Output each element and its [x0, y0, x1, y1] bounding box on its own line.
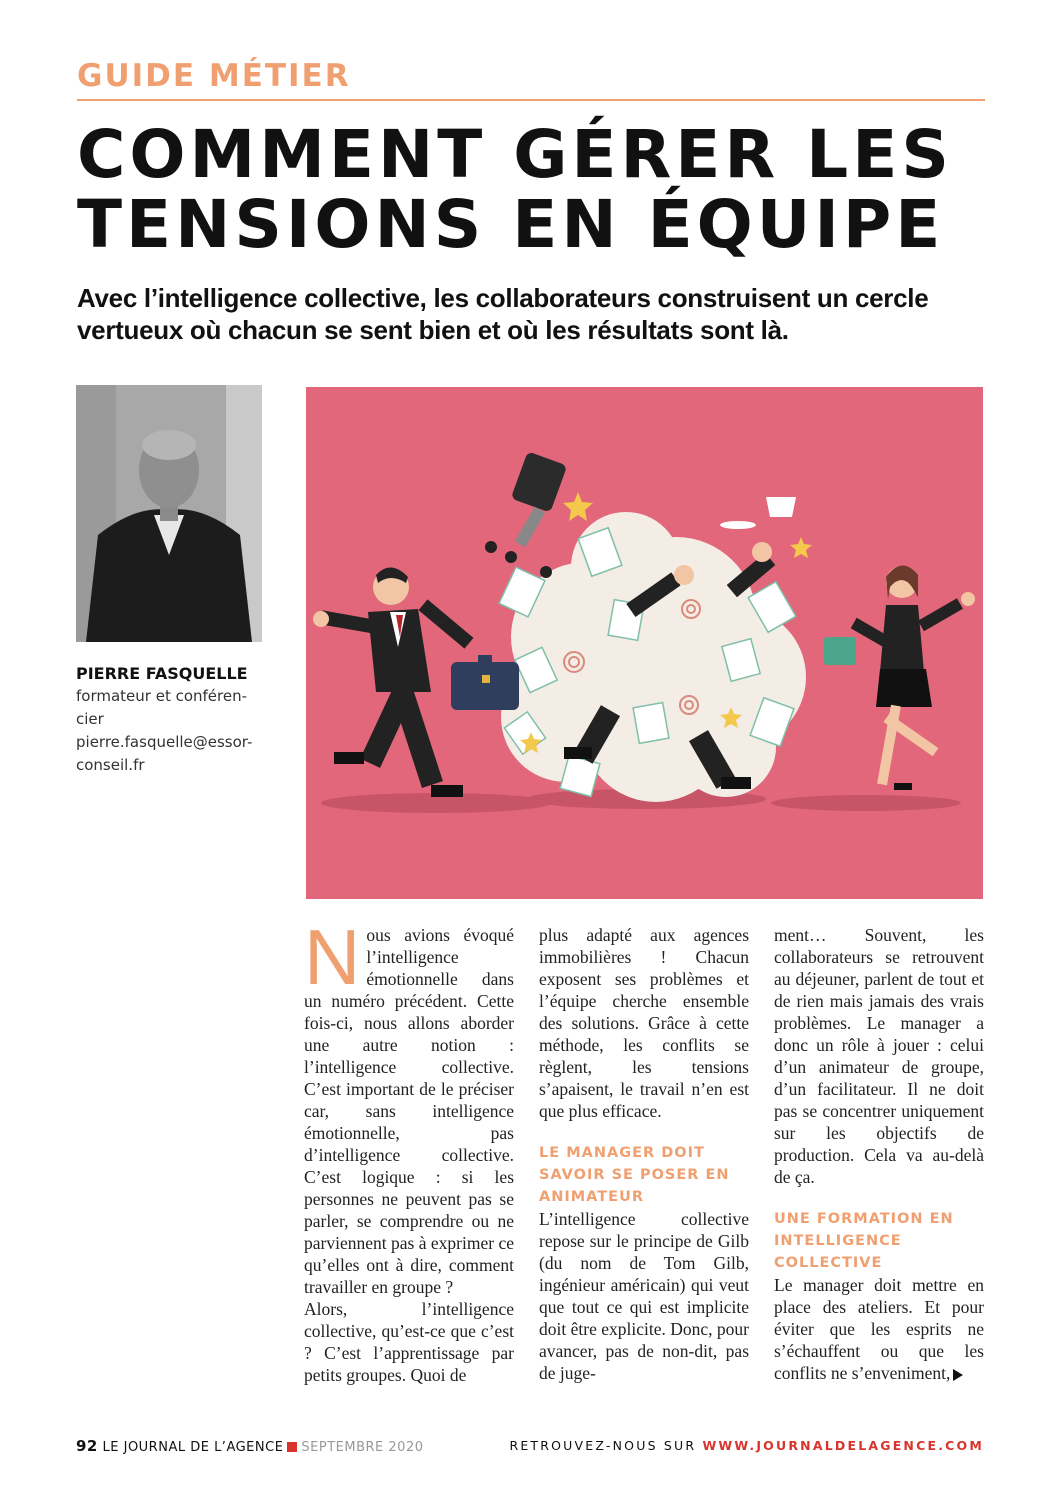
shadow	[771, 795, 961, 811]
rubric-divider	[77, 99, 985, 101]
dropcap: N	[304, 913, 361, 1001]
conflict-illustration	[306, 387, 983, 899]
issue-date: SEPTEMBRE 2020	[301, 1440, 424, 1455]
author-photo	[76, 385, 262, 642]
author-name: PIERRE FASQUELLE	[76, 664, 248, 683]
headline-line-2: TENSIONS EN ÉQUIPE	[77, 186, 945, 263]
article-column-3	[774, 924, 984, 1384]
article-paragraph: L’intelligence collective repose sur le principe de Gilb (du nom de Tom Gilb, ingénieur américain) qui veut que tout ce qui est implicite doit être explicite. Donc, pour avancer, pas de non-dit, pas de juge-	[539, 1209, 749, 1383]
magazine-name: LE JOURNAL DE L’AGENCE	[102, 1440, 284, 1455]
square-bullet-icon	[287, 1442, 297, 1452]
headline-line-1: COMMENT GÉRER LES	[77, 116, 953, 193]
article-paragraph: Alors, l’intelligence collective, qu’est-ce que c’est ? C’est l’apprentissage par petits groupes. Quoi de	[304, 1299, 514, 1385]
page-footer-left	[76, 1437, 423, 1455]
article-paragraph: ment… Souvent, les collaborateurs se retrouvent au déjeuner, parlent de tout et de rien mais jamais des vrais problèmes. Le manager a donc un rôle à jouer : celui d’un animateur de groupe, d’un facilitateur. Il ne doit pas se concentrer uniquement sur les objectifs de production. Cela va au-delà de ça.	[774, 925, 984, 1187]
author-line: formateur et conféren-	[76, 687, 248, 705]
page-footer-right	[509, 1438, 984, 1453]
article-column-1	[304, 913, 514, 1386]
author-portrait-illustration	[76, 385, 262, 642]
team-conflict-artwork	[306, 387, 983, 899]
website-link[interactable]: WWW.JOURNALDELAGENCE.COM	[702, 1438, 984, 1453]
footer-cta: RETROUVEZ-NOUS SUR	[509, 1438, 697, 1453]
article-paragraph	[774, 1274, 984, 1384]
continue-arrow-icon	[953, 1369, 963, 1381]
article-headline	[77, 116, 1037, 263]
article-standfirst: Avec l’intelligence collective, les collaborateurs construisent un cercle vertueux où chacun se sent bien et où les résultats sont là.	[77, 283, 929, 345]
article-subheading: UNE FORMATION EN INTELLIGENCE COLLECTIVE	[774, 1211, 954, 1271]
article-column-2	[539, 924, 749, 1384]
paragraph-text: Le manager doit mettre en place des ateliers. Et pour éviter que les esprits ne s’échauffent ou que les conflits ne s’enveniment,	[774, 1275, 984, 1383]
page-number: 92	[76, 1437, 98, 1455]
paragraph-text: ous avions évoqué l’intelligence émotionnelle dans un numéro précédent. Cette fois-ci, nous allons aborder une autre notion : l’intelligence collective. C’est important de le préciser car, sans intelligence émotionnelle, pas d’intelligence collective. C’est logique : si les personnes ne peuvent pas se parler, se comprendre ou ne parviennent pas à exprimer ce qu’elles ont à dire, comment travailler en groupe ?	[304, 925, 514, 1297]
section-rubric: GUIDE MÉTIER	[77, 58, 351, 94]
article-paragraph: plus adapté aux agences immobilières ! Chacun exposent ses problèmes et l’équipe cherche ensemble des solutions. Grâce à cette méthode, les conflits se règlent, les tensions s’apaisent, le travail n’en est que plus efficace.	[539, 925, 749, 1121]
author-email[interactable]: pierre.fasquelle@essor-	[76, 733, 253, 751]
author-details	[76, 685, 266, 777]
article-paragraph	[304, 913, 514, 1298]
author-line: cier	[76, 710, 104, 728]
article-subheading: LE MANAGER DOIT SAVOIR SE POSER EN ANIMATEUR	[539, 1145, 730, 1205]
author-email-continued[interactable]: conseil.fr	[76, 756, 145, 774]
